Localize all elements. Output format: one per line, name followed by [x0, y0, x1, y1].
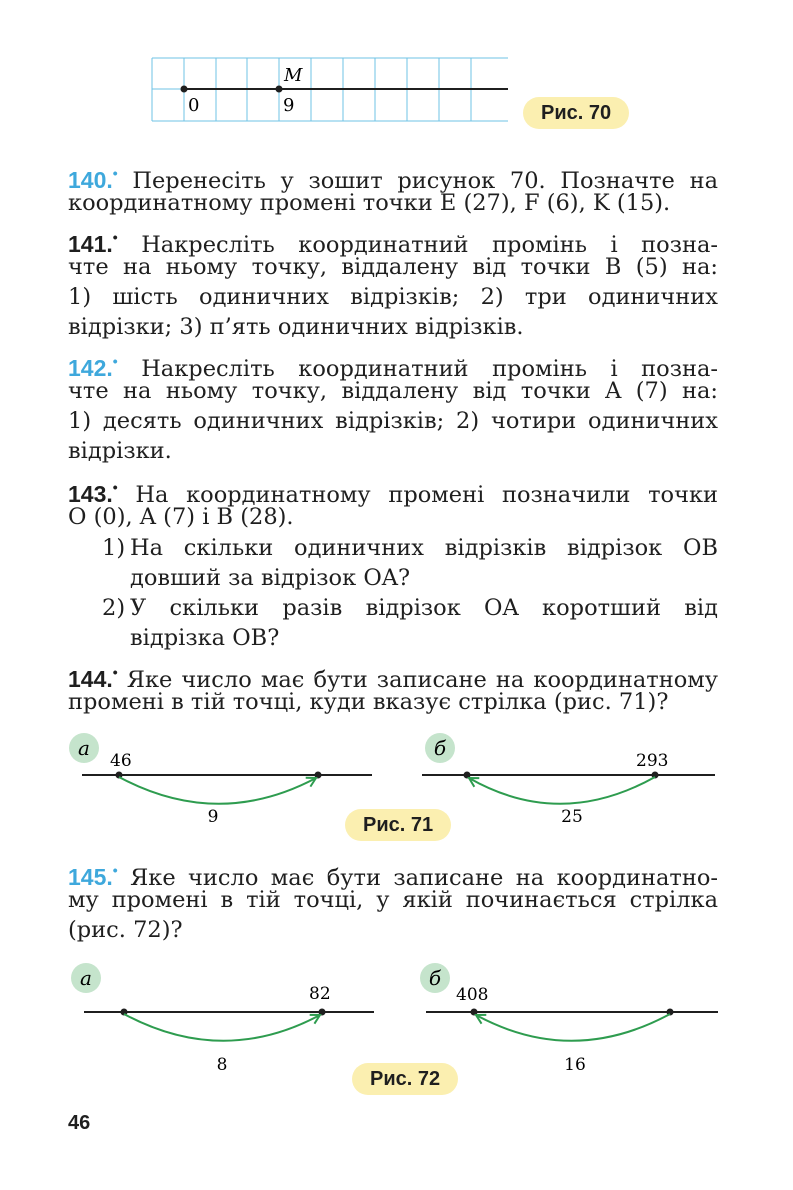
exercise-text: 1) шість одиничних відрізків; 2) три одиничних [68, 284, 718, 310]
exercise-number: 144.• [68, 664, 118, 692]
step-value-b: 16 [564, 1055, 586, 1072]
exercise-text: Яке число має бути записане на координатному [126, 667, 718, 693]
exercise-143 [68, 472, 718, 532]
exercise-144 [68, 657, 718, 717]
question-text: відрізка OB? [130, 625, 280, 651]
figure-70-caption: Рис. 70 [523, 97, 629, 129]
exercise-text: На координатному промені позначили точки [135, 482, 718, 508]
question-text: На скільки одиничних відрізків відрізок OB [130, 535, 718, 561]
exercise-text: чте на ньому точку, віддалену від точки B (5) на: [68, 254, 718, 280]
arrow-a [119, 777, 316, 804]
question-1 [102, 533, 718, 593]
exercise-text: відрізки. [68, 438, 172, 464]
exercise-text: чте на ньому точку, віддалену від точки A (7) на: [68, 378, 718, 404]
step-value-b: 25 [561, 807, 583, 827]
step-value-a: 8 [216, 1055, 228, 1072]
exercise-140 [68, 158, 718, 218]
figure-72 [60, 962, 740, 1072]
point-m-label: M [284, 65, 303, 86]
step-value-a: 9 [207, 807, 219, 827]
exercise-141 [68, 222, 718, 342]
exercise-text: Яке число має бути записане на координатно- [130, 865, 718, 891]
exercise-text: 1) десять одиничних відрізків; 2) чотири одиничних [68, 408, 718, 434]
page-number: 46 [68, 1112, 91, 1134]
question-2 [102, 593, 718, 653]
exercise-145 [68, 855, 718, 945]
point-m [276, 86, 283, 93]
question-marker: 1) [102, 535, 126, 561]
exercise-text: O (0), A (7) і B (28). [68, 504, 294, 530]
tick-9-label: 9 [283, 95, 295, 116]
start-value-b: 293 [636, 751, 669, 771]
question-marker: 2) [102, 595, 126, 621]
question-text: довший за відрізок OA? [130, 565, 411, 591]
exercise-number: 141.• [68, 229, 118, 257]
tick-0-label: 0 [188, 95, 200, 116]
exercise-text: відрізки; 3) п’ять одиничних відрізків. [68, 314, 524, 340]
exercise-number: 142.• [68, 353, 118, 381]
exercise-text: Накресліть координатний промінь і позна- [141, 232, 718, 258]
end-value-b: 408 [456, 985, 489, 1005]
exercise-text: координатному промені точки E (27), F (6), K (15). [68, 190, 671, 216]
origin-point [181, 86, 188, 93]
figure-72-caption: Рис. 72 [352, 1063, 458, 1095]
exercise-text: промені в тій точці, куди вказує стрілка (рис. 71)? [68, 689, 669, 715]
start-value-a: 46 [110, 751, 132, 771]
exercise-text: му промені в тій точці, у якій починається стрілка [68, 887, 718, 913]
exercise-text: Перенесіть у зошит рисунок 70. Позначте на [132, 168, 718, 194]
tag-b-label: б [433, 736, 447, 760]
arrow-a [124, 1014, 320, 1041]
exercise-142 [68, 346, 718, 466]
arrow-b [476, 1014, 670, 1041]
tag-b-label: б [428, 966, 442, 990]
exercise-number: 140.• [68, 165, 118, 193]
tag-a-label: а [80, 966, 92, 990]
exercise-text: (рис. 72)? [68, 917, 183, 943]
end-value-a: 82 [309, 984, 331, 1004]
tag-a-label: а [78, 736, 90, 760]
figure-71-caption: Рис. 71 [345, 809, 451, 841]
arrow-b [469, 777, 655, 804]
exercise-number: 143.• [68, 479, 118, 507]
figure-70-grid [150, 57, 512, 123]
question-text: У скільки разів відрізок OA коротший від [130, 595, 718, 621]
exercise-number: 145.• [68, 862, 118, 890]
exercise-text: Накресліть координатний промінь і позна- [141, 356, 718, 382]
